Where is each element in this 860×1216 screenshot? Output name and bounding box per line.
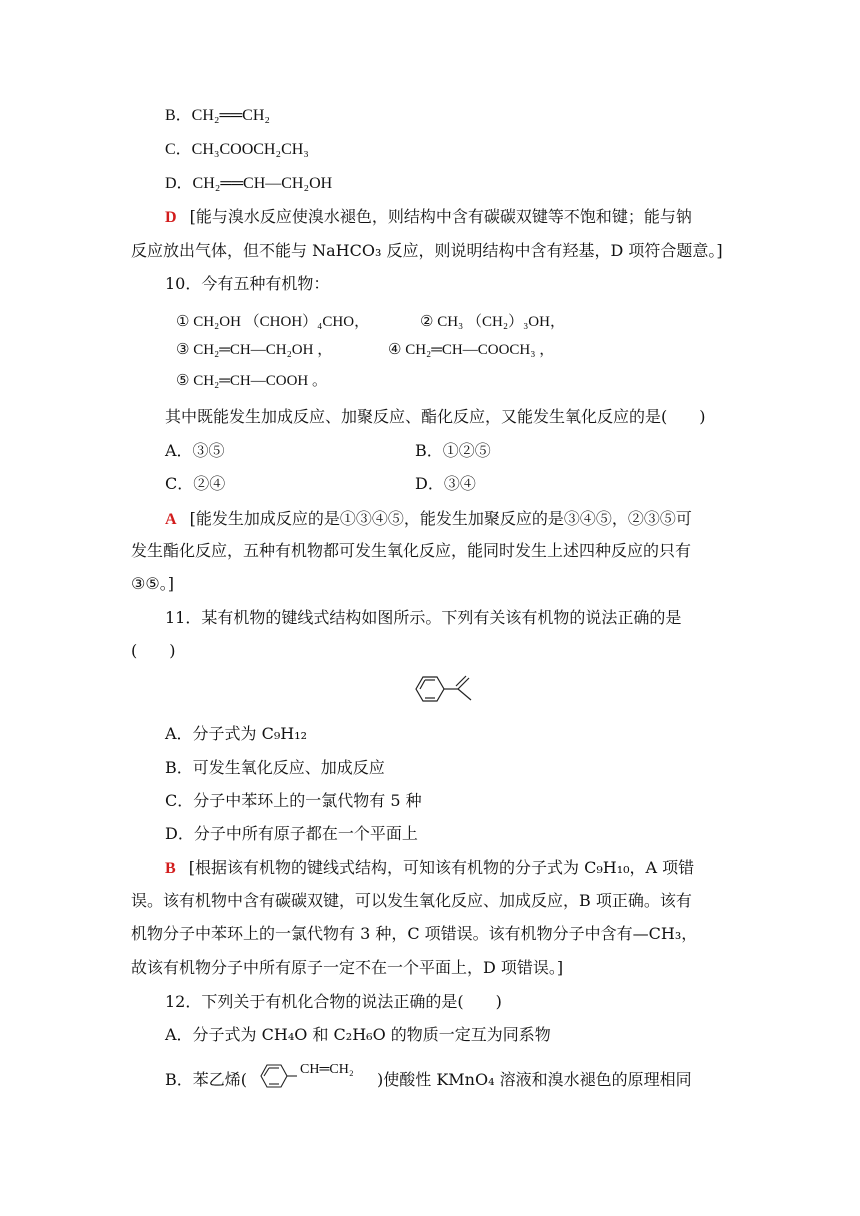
q9-expl-1: [能与溴水反应使溴水褪色，则结构中含有碳碳双键等不饱和键；能与钠 xyxy=(189,207,692,226)
q9-option-c: C．CH₃COOCH₂CH₃ xyxy=(165,141,309,158)
q11-stem-line-1: 11．某有机物的键线式结构如图所示。下列有关该有机物的说法正确的是 xyxy=(165,608,682,627)
q10-compound-3: ③ CH₂═CH—CH₂OH ， xyxy=(176,342,333,358)
q11-explanation-line-4: 故该有机物分子中所有原子一定不在一个平面上，D 项错误。] xyxy=(131,958,564,977)
q11-explanation-line-1 xyxy=(165,858,694,879)
molecule-structure-isopropenylbenzene xyxy=(408,670,488,710)
q10-question: 其中既能发生加成反应、加聚反应、酯化反应，又能发生氧化反应的是( ) xyxy=(165,407,706,426)
q10-compound-5: ⑤ CH₂═CH—COOH 。 xyxy=(176,373,327,389)
q12-option-a: A．分子式为 CH₄O 和 C₂H₆O 的物质一定互为同系物 xyxy=(165,1025,551,1044)
q11-option-c: C．分子中苯环上的一氯代物有 5 种 xyxy=(165,791,422,810)
q12-option-b-prefix: B．苯乙烯( xyxy=(165,1070,248,1089)
q9-explanation-line-2: 反应放出气体，但不能与 NaHCO₃ 反应，则说明结构中含有羟基，D 项符合题意。] xyxy=(131,241,723,260)
q11-option-a: A．分子式为 C₉H₁₂ xyxy=(165,724,308,743)
q11-stem-line-2: ( ) xyxy=(131,641,176,660)
q10-option-c: C．②④ xyxy=(165,474,226,493)
q10-option-d: D．③④ xyxy=(415,474,476,493)
q10-option-a: A．③⑤ xyxy=(165,441,225,460)
q9-option-b: B．CH₂══CH₂ xyxy=(165,107,270,124)
q10-compound-1: ① CH₂OH （CHOH）₄CHO， xyxy=(176,314,370,330)
q10-explanation-line-1 xyxy=(165,509,692,530)
q11-option-b: B．可发生氧化反应、加成反应 xyxy=(165,758,385,777)
q11-explanation-line-2: 误。该有机物中含有碳碳双键，可以发生氧化反应、加成反应，B 项正确。该有 xyxy=(131,891,692,910)
q11-explanation-line-3: 机物分子中苯环上的一氯代物有 3 种，C 项错误。该有机物分子中含有—CH₃， xyxy=(131,924,698,943)
q10-compound-2: ② CH₃ （CH₂）₃OH， xyxy=(420,314,565,330)
q10-stem: 10．今有五种有机物： xyxy=(165,274,330,293)
q10-answer: A xyxy=(165,511,177,528)
q12-option-b-vinyl-group: CH═CH₂ xyxy=(300,1062,354,1077)
q10-option-b: B．①②⑤ xyxy=(415,441,491,460)
q10-expl-1: [能发生加成反应的是①③④⑤，能发生加聚反应的是③④⑤，②③⑤可 xyxy=(189,509,692,528)
q9-option-d: D．CH₂══CH—CH₂OH xyxy=(165,175,333,192)
q11-option-d: D．分子中所有原子都在一个平面上 xyxy=(165,824,418,843)
q9-answer: D xyxy=(165,209,177,226)
q9-explanation-line-1 xyxy=(165,207,692,228)
benzene-ring-icon xyxy=(255,1060,299,1092)
q11-expl-1: [根据该有机物的键线式结构，可知该有机物的分子式为 C₉H₁₀，A 项错 xyxy=(188,858,695,877)
q10-explanation-line-3: ③⑤。] xyxy=(131,574,174,593)
q11-answer: B xyxy=(165,860,176,877)
q10-explanation-line-2: 发生酯化反应，五种有机物都可发生氧化反应，能同时发生上述四种反应的只有 xyxy=(131,541,692,560)
q12-stem: 12．下列关于有机化合物的说法正确的是( ) xyxy=(165,992,502,1011)
q12-option-b-suffix: )使酸性 KMnO₄ 溶液和溴水褪色的原理相同 xyxy=(377,1070,692,1089)
q10-compound-4: ④ CH₂═CH—COOCH₃ ， xyxy=(388,342,555,358)
